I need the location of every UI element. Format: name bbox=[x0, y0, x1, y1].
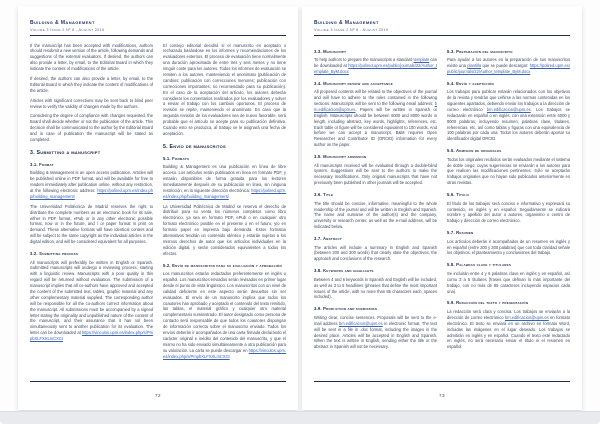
paragraph: All manuscripts will preferably be written in English or Spanish. Submitted manuscripts will undergo a reviewing process, starting with a linguistic review. Manuscripts with a poor quality in this regard will be returned without evaluation. The submission of a manuscript implies that all co-authors have approved and accepted the content of the submitted text, tables, graphic material and any other complementary material supplied. The corresponding author will be responsible for all the co-authors correct information about the manuscript. All submissions must be accompanied by a signed letter stating the originality and unpublished nature of the content of the manuscript, and their assurance that it has not been simultaneously sent to another publication for its evaluation. The letter can be downloaded at https://vinculos.upm.es/index.php/s/PmpbXLFXXLmCXCt bbox=[30, 259, 153, 342]
issue-line: Volume 3 Issue 2 Nº 8 - August 2019 bbox=[314, 27, 389, 32]
issue-line: Volume 3 Issue 2 Nº 8 - August 2019 bbox=[30, 27, 105, 32]
hyperlink[interactable]: bm.edificacion@upm.es bbox=[486, 106, 531, 112]
section-heading: 3. Submitting a manuscript bbox=[30, 149, 101, 156]
paragraph: Los manuscritos estarán redactados preferentemente en inglés o español. Los manuscritos enviados serán revisados en primer lugar desde el punto de vista lingüístico. Los manuscritos con un nivel de calidad deficiente en este aspecto serán devueltos sin ser evaluados. El envío de un manuscrito implica que todos los coautores han aprobado y aceptado el contenido del texto remitido, las tablas, el material gráfico y cualquier otro material complementario suministrado. El autor designado como persona de contacto será responsable de que todos los coautores dispongan de información correcta sobre el manuscrito enviado. Todos los envíos deberán ir acompañados de una carta firmada declarando el carácter original e inédito del contenido del manuscrito, y que el mismo no ha sido enviado simultáneamente a otra publicación para su valoración. La carta se puede descargar en https://vinculos.upm.es/index.php/s/PmpbXLFXXLmCXCt bbox=[163, 271, 286, 359]
hyperlink[interactable]: https://polired.upm.es/public/journals/22/Author_template_ByM.docx bbox=[314, 62, 437, 74]
paragraph: Para ayudar a los autores en la preparación de sus manuscritos existe una plantilla que se puede descargar: https://polired.upm.es/public/journals/22/Author_template_ByM.docx bbox=[447, 57, 570, 74]
page-header bbox=[314, 20, 570, 36]
section-heading: 5. Envío de manuscritos bbox=[163, 143, 226, 150]
subsection-heading: 5.3. Preparación del manuscrito bbox=[447, 48, 513, 54]
subsection-heading: 3.2. Submitting process bbox=[30, 251, 79, 257]
journal-title: Building & Management bbox=[30, 20, 95, 26]
paragraph: Between 4 and 6 keywords in Spanish and English will be included, as well as 3 to 5 headlines (phrases that define the most important issues of the article, with no more than 85 characters each, spaces included). bbox=[314, 276, 437, 300]
paragraph: El consejo editorial decidirá si el manuscrito es aceptado o rechazado basándose en los informes y recomendaciones de los evaluadores externos. El proceso de evaluación tiene normalmente una duración aproximada de entre tres y seis meses y no tiene ningún coste para los autores. Todos los informes de evaluación se remiten a los autores, manteniendo el anonimato (publicación de cambios; publicación con correcciones menores; publicación con correcciones importantes; no recomendado para su publicación). En el caso de la aceptación del artículo, los autores deberán considerar los comentarios realizados por los evaluadores y volver a enviar el trabajo con los cambios oportunos. El proceso de revisión se repite, manteniendo el anonimato. En caso que la segunda revisión de los evaluadores sea de nuevo favorable, será probable que el artículo se acepte para su publicación definitiva. Cuando esto se produzca, al trabajo se le asignará una fecha de aceptación. bbox=[163, 42, 286, 136]
page-number: 72 bbox=[155, 393, 161, 398]
hyperlink[interactable]: https://vinculos.upm.es/index.php/s/PmpbXLFXXLmCXCt bbox=[163, 347, 286, 359]
subsection-heading: 3.7. Abstract bbox=[314, 236, 342, 242]
page-footer bbox=[314, 381, 570, 403]
two-page-spread bbox=[0, 6, 600, 412]
hyperlink[interactable]: bm.edificacion@upm.es bbox=[338, 320, 383, 326]
subsection-heading: 3.9. Production and submission bbox=[314, 306, 377, 312]
subsection-heading: 5.5. Admisión de originales bbox=[447, 148, 502, 154]
hyperlink[interactable]: plantilla bbox=[467, 62, 482, 68]
column-english bbox=[314, 43, 437, 381]
paragraph: The title should be concise, informative, meaningful to the whole readership of the journal and will be written in English and Spanish. The name and surname of the author(s) and the company, university or research center, as well as the e-mail address, will be indicated below. bbox=[314, 200, 437, 230]
page-number: 73 bbox=[439, 393, 445, 398]
hyperlink[interactable]: https://vinculos.upm.es/index.php/s/PmpbXLFXXLmCXCt bbox=[30, 330, 153, 342]
paragraph: Los trabajos para publicar estarán relacionados con los objetivos de la revista y tendrán que ceñirse a las normas contenidas en los siguientes apartados, debiendo enviar los trabajos a la dirección de correo electrónico bm.edificacion@upm.es. Los trabajos se redactarán en español o en inglés, con una extensión entre 6000 y 8000 palabras, incluyendo resumen, palabras clave, titulares, referencias, etc, así como tablas y figuras con una equivalencia de 100 palabras por cada una. Todos los autores deberán aportar su identificador digital ORCID. bbox=[447, 89, 570, 142]
hyperlink[interactable]: https://polired.upm.es/index.php/building_management/ bbox=[163, 187, 286, 199]
paragraph: Se incluirán entre 4 y 6 palabras clave en inglés y en español, así como 3 a 5 titulares (frases que definan lo más importante del trabajo, con no más de 85 caracteres incluyendo espacios cada una). bbox=[447, 270, 570, 294]
subsection-heading: 5.4. Envío y aceptación bbox=[447, 80, 494, 86]
subsection-heading: 5.7. Resumen bbox=[447, 230, 474, 236]
paragraph: La Universidad Politécnica de Madrid se reserva el derecho de distribuir para su venta los números completos como libro electrónico, ya sea en formato PDF, ePub o en cualquier otro formato electrónico posible en el presente o en el futuro, y/o en formato papel en imprenta bajo demanda. Estos formatos alternativos tendrán un contenido idéntico y estarán sujetos a los mismos derechos de autor que los artículos individuales en la edición digital, y serán considerados equivalentes a todos los efectos. bbox=[163, 203, 286, 256]
paragraph: If the manuscript has been accepted with modifications, authors should resubmit a new version of the article, following demands and suggestions of the external evaluators. If desired, the authors can also provide a letter, by email, to the Editorial Board in which they indicate the content of modifications of the article. bbox=[30, 42, 153, 72]
page-footer bbox=[30, 381, 286, 403]
subsection-heading: 3.8. Keywords and highlights bbox=[314, 268, 374, 274]
page-body bbox=[30, 43, 286, 381]
paragraph: El título de los trabajos será conciso e informativo y expresará su contenido, en inglés y en español. Seguidamente se indicará nombre y apellido del autor o autores, organismo o centro de trabajo y dirección de correo electrónico. bbox=[447, 200, 570, 224]
paragraph: If desired, the authors can also provide a letter, by email, to the Editorial Board in which they indicate the content of modifications of the article. bbox=[30, 75, 153, 93]
paragraph: Building & Management es una publicación en línea de libre acceso. Los artículos serán publicados en línea en formato PDF, y estarán disponibles de forma gratuita para los lectores inmediatamente después de su publicación en línea, sin ninguna restricción, en la siguiente dirección electrónica: https://polired.upm.es/index.php/building_management/ bbox=[163, 164, 286, 199]
hyperlink[interactable]: bm.edificacion@upm.es bbox=[314, 100, 437, 112]
subsection-heading: 5.8. Palabras clave y titulares bbox=[447, 262, 512, 268]
subsection-heading: 5.2. Envío de manuscritos para su evaluación y aprobación bbox=[163, 262, 282, 268]
paragraph: Writing clear, concise sentences. Proposals will be sent to the e-mail address bm.edificacion@upm.es in electronic format. The text will be sent in a file in .doc format, including the images in the desired place. Articles will be accepted in English and Spanish. When the text is written in English, sending either the title or the abstract in Spanish will not be necessary. bbox=[314, 314, 437, 350]
page-header bbox=[30, 20, 286, 36]
page-right bbox=[302, 6, 582, 410]
paragraph: Articles with significant corrections may be sent back to blind peer review to verify the validity of changes made by the authors. bbox=[30, 97, 153, 109]
paragraph: The articles will include a summary in English and Spanish (between 200 and 300 words) that clearly state the objectives, the approach and conclusions of the research. bbox=[314, 244, 437, 262]
subsection-heading: 3.4. Manuscript review and acceptance bbox=[314, 80, 393, 86]
page-body bbox=[314, 43, 570, 381]
page-left bbox=[18, 6, 298, 410]
paragraph: La redacción será clara y concisa. Los trabajos se enviarán a la dirección de correo electrónico bm.edificacion@upm.es en formato electrónico. El texto se enviará en un archivo en formato Word, incluidas las imágenes en el lugar deseado. Los trabajos se admitirán en inglés y en español. Cuando el texto esté redactado en inglés, no será necesario enviar el título ni el resumen en español. bbox=[447, 308, 570, 350]
subsection-heading: 5.9. Redacción del texto y presentación bbox=[447, 300, 529, 306]
subsection-heading: 3.5. Manuscript admission bbox=[314, 154, 367, 160]
paragraph: All manuscripts received will be evaluated through a double-blind system. Suggestions will be sent to the authors to make the necessary modifications. Only original manuscripts that have not previously been published in other journals will be accepted. bbox=[314, 162, 437, 186]
hyperlink[interactable]: https://polired.upm.es/public/journals/22/Author_template_ByM.docx bbox=[447, 62, 570, 74]
paragraph: All proposed contents will be related to the objectives of the journal and will have to adhere to the rules contained in the following sections. Manuscripts will be sent to the following email address: bm.edificacion@upm.es. Papers will be written in Spanish or English. Manuscripts should be between 6000 and 8000 words in length, including abstract, key words, highlights, references, etc. Each table or figure will be considered equivalent to 100 words. And before we can accept a manuscript, B&M requires Open Researcher and Contributor ID (ORCID) information for every author on the paper. bbox=[314, 89, 437, 148]
paragraph: Considering the degree of compliance with changes requested, the Board shall decide whether or not the publication of the article. This decision shall be communicated to the author by the Editorial Board and in case of publication the manuscript will be stated as completed. bbox=[30, 113, 153, 142]
viewer-bottom-strip bbox=[0, 411, 600, 424]
subsection-heading: 3.6. Title bbox=[314, 192, 334, 198]
subsection-heading: 5.6. Título bbox=[447, 192, 469, 198]
hyperlink[interactable]: bm.edificacion@upm.es bbox=[504, 314, 549, 320]
paragraph: To help authors to prepare the manuscripts a standard template can be downloaded at https://polired.upm.es/public/journals/22/Author_template_ByM.docx bbox=[314, 57, 437, 74]
paragraph: Los artículos deberán ir acompañados de un resumen en inglés y en español (entre 200 y 300 palabras) que con toda claridad señale los objetivos, el planteamiento y conclusiones del trabajo. bbox=[447, 238, 570, 256]
column-spanish bbox=[163, 43, 286, 381]
journal-title: Building & Management bbox=[314, 20, 379, 26]
subsection-heading: 3.1. Format bbox=[30, 161, 54, 167]
hyperlink[interactable]: https://polired.upm.es/index.php/building_management/ bbox=[30, 188, 153, 199]
subsection-heading: 3.3. Manuscript bbox=[314, 48, 347, 54]
paragraph: Todos los originales recibidos serán evaluados mediante el sistema de doble ciego; cuyas sugerencias se enviarán a los autores para que realicen las modificaciones pertinentes. Sólo se aceptarán trabajos originales que no hayan sido publicados anteriormente en otras revistas. bbox=[447, 156, 570, 186]
subsection-heading: 5.1. Formato bbox=[163, 155, 190, 161]
hyperlink[interactable]: template bbox=[413, 57, 430, 62]
paragraph: Building & Management is an open access publication. Articles will be published online in PDF format, and will be available for free to readers immediately after publication online, without any restriction, at the following electronic address: https://polired.upm.es/index.php/building_management/ bbox=[30, 170, 153, 199]
paragraph: The Universidad Politécnica de Madrid reserves the right to distribute the complete numbers as an electronic book for its sale, either in PDF format, ePub or in any other electronic possible format, now or in the future, and / or paper format in print on demand. These alternative formats will have identical content and will be subject to the same copyright as the individual articles in the digital edition, and will be considered equivalent for all purposes. bbox=[30, 203, 153, 245]
column-spanish bbox=[447, 43, 570, 381]
column-english bbox=[30, 43, 153, 381]
